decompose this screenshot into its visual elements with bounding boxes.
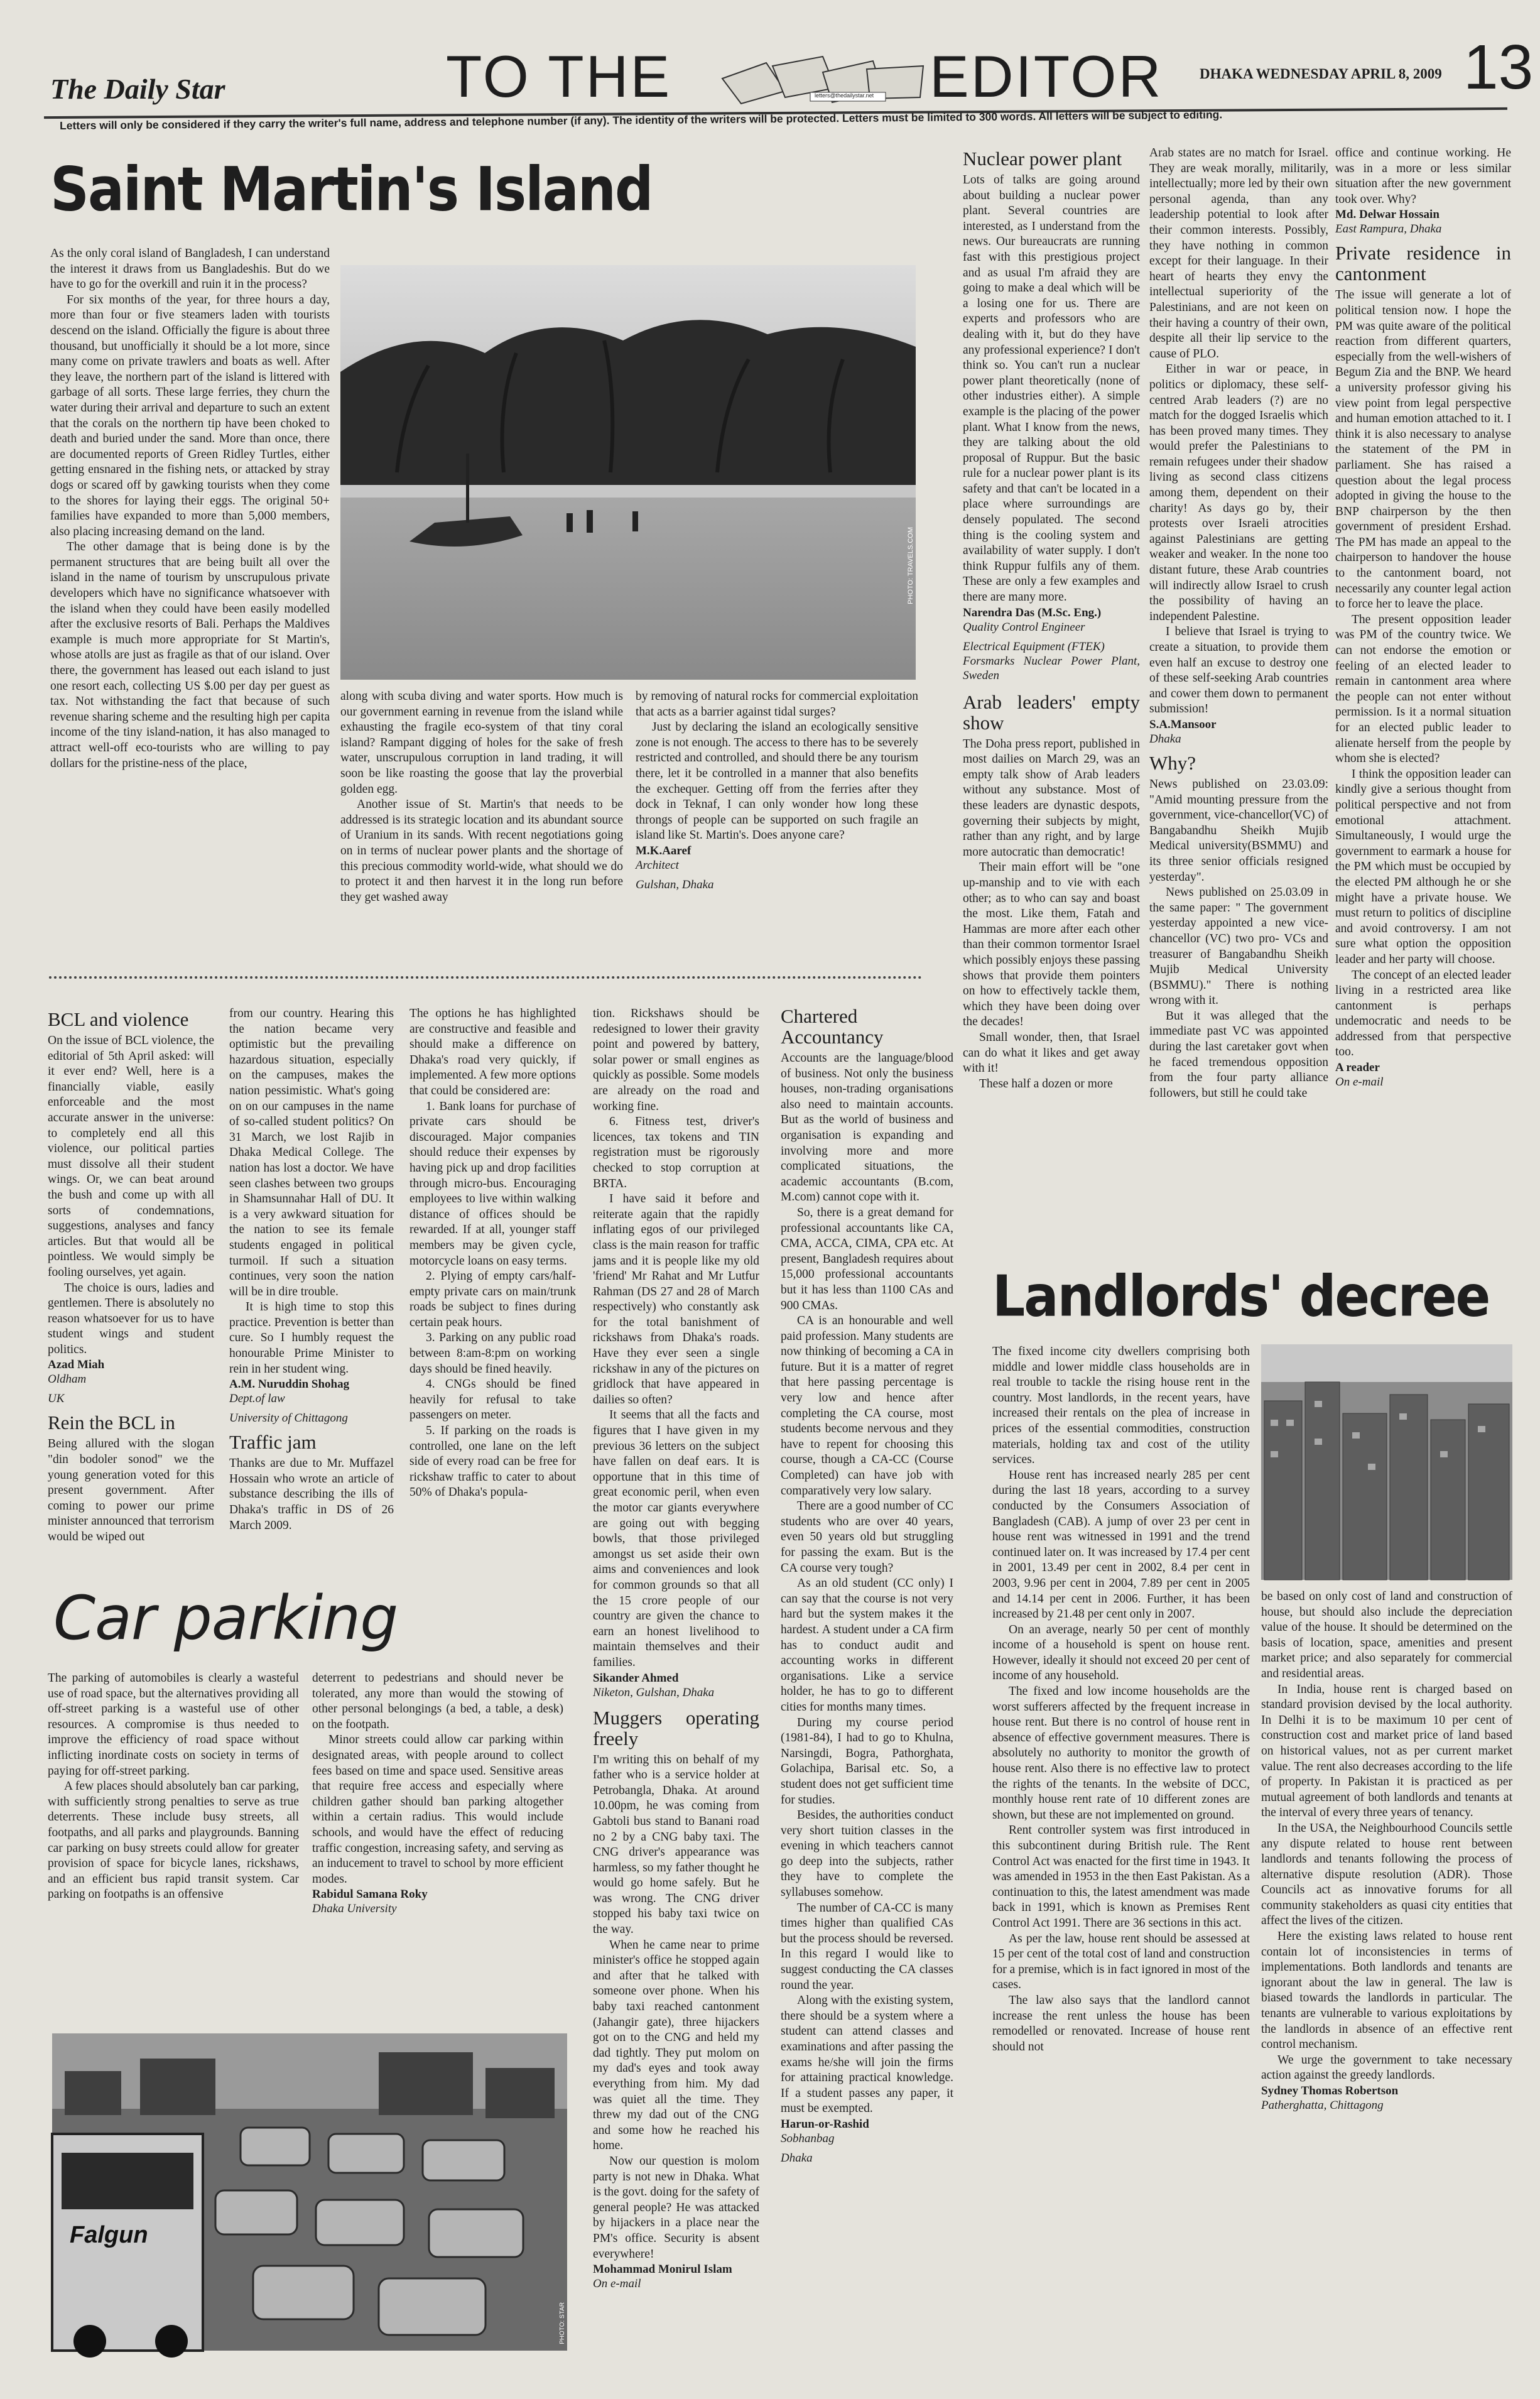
chartered-column: Chartered Accountancy Accounts are the language/blood of business. Not only the business houses, non-trading organisations also need to maintain accounts. But as the world of business and organisation is expanding and involving more and more complicated situations, the academic accountants (B.com, M.com) cannot cope with it. So, there is a great demand for professional accountants like CA, CMA, ACCA, CIMA, CPA etc. At present, Bangladesh requires about 15,000 professional accountants but it has less than 1100 CAs and 900 CMAs. CA is an honourable and well paid profession. Many students are now thinking of becoming a CA in future. But it is a matter of regret that here passing percentage is very low and hence after completing the CA course, most students become nervous and they have to repent for choosing this course, though a CA-CC (Course Completed) can have job with comparatively very low salary. There are a good number of CC students who are over 40 years, even 50 years old but struggling for passing the exam. But is the CA course very tough? As an old student (CC only) I can say that the course is not very hard but the system makes it the hardest. A student under a CA firm has to conduct audit and accounting works in different organisations. Like a service holder, he has to go to different cities for months many times. During my course period (1981-84), I had to go to Khulna, Narsingdi, Bogra, Pathorghata, Golachipa, Barisal etc. So, a student does not get sufficient time for studies. Besides, the authorities conduct very short tuition classes in the evening in which teachers cannot go deep into the subjects, rather they have to complete the syllabuses somehow. The number of CA-CC is many times higher than qualified CAs but the process should be reversed. In this regard I would like to suggest conducting the CA classes round the year. Along with the existing system, there should be a system where a student can attend classes and examinations and after passing the exams he/she will join the firms for attaining practical knowledge. If a student passes any paper, it must be exempted. Harun-or-Rashid Sobhanbag Dhaka xyxy=(781,1005,953,2165)
landlords-col2: be based on only cost of land and construction of house, but should also include the depreciation value of the house. It should be determined on the basis of location, space, amenities and present market price; and also separately for commercial and residential areas. In India, house rent is charged based on standard provision devised by the local authority. In Delhi it is to be maximum 10 per cent of construction cost and market price of land based on historical values, not as per current market value. The rent also decreases according to the life of property. In Pakistan it is practiced as per mutual agreement of both landlords and tenants at the interval of every three years of tenancy. In the USA, the Neighbourhood Councils settle any dispute related to house rent between landlords and tenants following the process of alternative dispute resolution (ADR). Those Councils act as innovative forums for all community stakeholders as quasi city entities that affect the lives of the citizen. Here the existing laws related to house rent contain lot of inconsistencies in terms of implementations. Both landlords and tenants are ignorant about the law in general. The law is biased towards the landlords in particular. The tenants are vulnerable to various exploitations by the landlords in absence of an effective rent control mechanism. We urge the government to take necessary action against the greedy landlords. Sydney Thomas Robertson Patherghatta, Chittagong xyxy=(1261,1590,1512,2112)
city-photo xyxy=(1261,1344,1512,1580)
car-parking-col1: The parking of automobiles is clearly a wasteful use of road space, but the alternatives providing all off-street parking is a wasteful use of other resources. A compromise is thus needed to improve the efficiency of road space without inflicting inordinate costs on society in terms of paying for off-street parking. A few places should absolutely ban car parking, with sufficiently strong penalties to serve as true deterrents. These include busy streets, all footpaths, and all parks and playgrounds. Banning car parking on busy streets could allow for greater provision of space for bicycle lanes, rickshaws, and an efficient bus rapid transit system. Car parking on footpaths is an offensive xyxy=(48,1672,299,1901)
dateline: DHAKA WEDNESDAY APRIL 8, 2009 xyxy=(1200,66,1442,82)
rein-traffic-column: from our country. Hearing this the nation became very optimistic but the prevailing hazardous situation, especially on the campuses, makes the nation pessimistic. What's going on on our campuses in the name of so-called student politics? On 31 March, we lost Rajib in Dhaka Medical College. The nation has lost a doctor. We have seen clashes between two groups in Shamsunnahar Hall of DU. It is a very awkward situation for the nation to see its female students engaged in political turmoil. If such a situation continues, very soon the nation will be in dire trouble. It is high time to stop this practice. Prevention is better than cure. So I humbly request the honourable Prime Minister to rein in her student wing. A.M. Nuruddin Shohag Dept.of law University of Chittagong Traffic jam Thanks are due to Mr. Muffazel Hossain who wrote an article of substance describing the ills of Dhaka's traffic in DS of 26 March 2009. xyxy=(229,1007,394,1532)
landlords-col1: The fixed income city dwellers comprising both middle and lower middle class households are in real trouble to tackle the rising house rent in the country. Most landlords, in the recent years, have increased their rentals on the plea of increase in prices of the essential commodities, construction materials, holding tax and cost of the utility services. House rent has increased nearly 285 per cent during the last 18 years, according to a survey conducted by the Consumers Association of Bangladesh (CAB). A jump of over 23 per cent in house rent was witnessed in 1991 and the trend continued later on. It was increased by 17.4 per cent in 2001, 13.49 per cent in 2002, 8.4 per cent in 2003, 9.96 per cent in 2004, 7.89 per cent in 2005 and 14.14 per cent in 2006. Further, it has been increased by 21.48 per cent only in 2007. On an average, nearly 50 per cent of monthly income of a household is spent on house rent. However, ideally it should not exceed 20 per cent of income of any household. The fixed and low income households are the worst sufferers affected by the frequent increase in house rent. But there is no control of house rent in absence of effective government measures. There is absolutely no authority to monitor the growth of house rent. Also there is no effective law to protect the rights of the tenants. In the website of DCC, monthly house rent rate of 10 different zones are shown, but these are not implemented on ground. Rent controller system was first introduced in this subcontinent during British rule. The Rent Control Act was enacted for the first time in 1943. It was amended in 1953 in the then East Pakistan. As a continuation to this, the latest amendment was made back in 1991, which is known as Premises Rent Control Act 1991. There are 36 sections in this act. As per the law, house rent should be assessed at 15 per cent of the total cost of land and construction for a premise, which is in fact ignored in most of the cases. The law also says that the landlord cannot increase the rent unless the house has been remodelled or renovated. Increase of house rent should not xyxy=(992,1345,1250,2054)
email-label[interactable]: letters@thedailystar.net xyxy=(815,92,874,99)
beach-photo xyxy=(340,265,916,680)
section-title-b: EDITOR xyxy=(930,43,1163,109)
traffic-options-column: The options he has highlighted are constructive and feasible and should make a difference on Dhaka's road very quickly, if implemented. A few more options that could be considered are: 1. Bank loans for purchase of private cars should be discouraged. Major companies should reduce their expenses by having pick up and drop facilities through micro-bus. Encouraging employees to live within walking distance of offices should be rewarded. If at all, younger staff members may be given cycle, motorcycle loans on easy terms. 2. Plying of empty cars/half-empty private cars on main/trunk roads be subject to fines during certain peak hours. 3. Parking on any public road between 8:am-8:pm on working days should be fined heavily. 4. CNGs should be fined heavily for refusal to take passengers on meter. 5. If parking on the roads is controlled, one lane on the left side of every road can be free for rickshaw traffic to cater to about 50% of Dhaka's popula- xyxy=(409,1007,576,1499)
private-residence-column: office and continue working. He was in a more or less similar situation after the new government took over. Why? Md. Delwar Hossain East Rampura, Dhaka Private residence in cantonment The issue will generate a lot of political tension now. I hope the PM was quite aware of the political reaction from different quarters, especially from the well-wishers of Begum Zia and the BNP. We heard a university professor giving his view point from legal perspective and human emotion attached to it. I think it is also necessary to analyse the statement of the PM in parliament. She has raised a question about the legal process adopted in giving the house to the BNP chairperson by the then government of president Ershad. The PM has made an appeal to the chairperson to handover the house to the cantonment board, not necessarily any counter legal action to force her to leave the place. The present opposition leader was PM of the country twice. We can not endorse the emotion or feeling of an elected leader to remain in cantonment area where the people can not enter without permission. Is it a normal situation for an elected public leader to alienate herself from the people by whom she is elected? I think the opposition leader can kindly give a serious thought from political perspective and not from emotional attachment. Simultaneously, I would urge the government to earmark a house for the PM which must be occupied by the elected PM although he or she might have a private house. We must return to politics of discipline and avoid controversy. I am not sure what option the opposition leader and her party will choose. The concept of an elected leader living in a restricted area like cantonment is perhaps undemocratic and needs to be addressed from that perspective too. A reader On e-mail xyxy=(1335,146,1511,1089)
car-parking-col2: deterrent to pedestrians and should never be tolerated, any more than would the stowing of other personal belongings (a bed, a table, a desk) on the footpath. Minor streets could allow car parking within designated areas, with people around to collect fees based on time and space used. Sensitive areas that require free access and especially where children gather should ban parking altogether within a certain radius. This would include schools, and would have the effect of reducing traffic congestion, increasing safety, and serving as an inducement to travel to school by more efficient modes. Rabidul Samana Roky Dhaka University xyxy=(312,1672,563,1916)
section-divider xyxy=(49,976,922,979)
bcl-column: BCL and violence On the issue of BCL violence, the editorial of 5th April asked: will it ever end? Well, here is a financially viable, easily enforceable and the most accurate answer in the universe: to completely end all this violence, our political parties must dissolve all their student wings. Or, we can beat around the bush and come up with all sorts of condemnations, suggestions, analyses and fancy articles. But that would all be pointless. We would simply be fooling ourselves, yet again. The choice is ours, ladies and gentlemen. There is absolutely no reason whatsoever for us to have student wings and student politics. Azad Miah Oldham UK Rein the BCL in Being allured with the slogan "din bodoler sonod" we the young generation voted for this present government. After coming to power our prime minister announced that terrorism would be wiped out xyxy=(48,1008,214,1544)
bus-label: Falgun xyxy=(70,2222,148,2248)
arab-why-column: Arab states are no match for Israel. They are weak morally, militarily, intellectually; more led by their own personal agenda, than any leadership potential to look after their common interests. Possibly, they have nothing in common except for their language. In their heart of hearts they envy the intellectual superiority of the Palestinians, and are not keen on their having a country of their own, despite all their lip service to the cause of PLO. Either in war or peace, in politics or diplomacy, these self-centred Arab leaders (?) are no match for the dogged Israelis which has been proved many times. They would prefer the Palestinians to remain refugees under their shadow living as second class citizens among them, dependent on their charity! As days go by, their protests over Israeli atrocities against Palestinians are getting weaker and weaker. In the none too distant future, these Arab countries will indirectly allow Israel to crush the possibility of having an independent Palestine. I believe that Israel is trying to create a situation, to provide them even half an excuse to destroy one of these self-seeking Arab countries and cower them down to permanent submission! S.A.Mansoor Dhaka Why? News published on 23.03.09: "Amid mounting pressure from the government, vice-chancellor(VC) of Bangabandhu Sheikh Mujib Medical university(BSMMU) and its three senior officials resigned yesterday". News published on 25.03.09 in the same paper: " The government yesterday appointed a new vice-chancellor (VC) two pro- VCs and treasurer of Bangabandhu Sheikh Mujib Medical University (BSMMU)." There is nothing wrong with it. But it was alleged that the immediate past VC was appointed during the last caretaker govt when he faced tremendous opposition from the four party alliance followers, but still he could take xyxy=(1149,146,1328,1100)
masthead xyxy=(38,19,1534,151)
logo: The Daily Star xyxy=(50,73,225,105)
saint-martin-col1: As the only coral island of Bangladesh, I can understand the interest it draws from us Bangladeshis. But do we have to go for the overkill and ruin it in the process? For six months of the year, for three hours a day, more than four or five steamers laden with tourists descend on the island. Officially the figure is about three thousand, but unofficially it should be a lot more, since many come on private trawlers and boats as well. After they leave, the northern part of the island is littered with garbage of all sorts. These large ferries, they churn the water during their arrival and departure to such an extent that the corals on the northern tip have been choked to death and buried under the sand. More than once, there are documented reports of Green Ridley Turtles, either getting ensnared in the fishing nets, or attacked by stray dogs or scared off by gawking tourists when they come to the shores for laying their eggs. The original 50+ families have expanded to more than 5,000 members, also placing increasing demand on the land. The other damage that is being done is by the permanent structures that are being built all over the island in the name of tourism by unscrupulous private developers which have no significance whatsoever with the island when they could have been easily modelled after the exclusive resorts of Bali. Perhaps the Maldives example is much more appropriate for St Martin's, whose atolls are just as fragile as that of our island. Over there, the government has leased out each island to just one resort each, collecting US $.00 per day per guest as tax. Not withstanding the fact that because of such revenue sharing scheme and the resulting high per capita income of the tiny island-nation, it has also managed to attract well-off eco-tourists who are willing to pay dollars for the pristine-ness of the place, xyxy=(50,247,330,770)
car-parking-headline: Car parking xyxy=(53,1583,398,1653)
saint-martin-col3: by removing of natural rocks for commercial exploitation that acts as a barrier against tidal surges? Just by declaring the island an ecologically sensitive zone is not enough. The access to there has to be severely restricted and controlled, and should there be any tourism there, let it be controlled in a manner that also benefits the exchequer. Getting off from the ferries after they dock in Teknaf, I can only wonder how long these throngs of people can be supported on such fragile an island like St. Martin's. Does anyone care? M.K.Aaref Architect Gulshan, Dhaka xyxy=(636,690,918,891)
landlords-headline: Landlords' decree xyxy=(992,1264,1490,1330)
photo-credit: PHOTO: TRAVELS.COM xyxy=(907,527,914,604)
saint-martin-headline: Saint Martin's Island xyxy=(50,155,653,225)
section-title-a: TO THE xyxy=(446,43,672,109)
nuclear-column: Nuclear power plant Lots of talks are going around about building a nuclear power plant. Several countries are interested, as I understand from the news. Our bureaucrats are running fast with this prestigious project and as usual I'm afraid they are going to make a deal which will be a losing one for us. There are experts and professors who are dealing with it, but do they have any professional experience? I don't think so. You can't run a nuclear power plant theoretically (none of other industries either). A simple example is the placing of the power plant. What I know from the news, they are talking about the old proposal of Ruppur. But the basic rule for a nuclear power plant is its safety and that can't be located in a place where surroundings are densely populated. The second thing is the cooling system and availability of water supply. I don't think Ruppur fulfils any of them. These are only a few examples and there are many more. Narendra Das (M.Sc. Eng.) Quality Control Engineer Electrical Equipment (FTEK) Forsmarks Nuclear Power Plant, Sweden Arab leaders' empty show The Doha press report, published in most dailies on March 29, was an empty talk show of Arab leaders without any substance. Most of these leaders are dynastic despots, governing their subjects by might, rather than any right, and by large more autocratic than democratic! Their main effort will be "one up-manship and to vie with each other; as to who can say and boast the most. Like them, Fatah and Hammas are more after each other than their common tormentor Israel which possibly enjoys these passing shows that provide them pointers on how to effectively tackle them, which they have been doing over the decades! Small wonder, then, that Israel can do what it likes and get away with it! These half a dozen or more xyxy=(963,148,1140,1091)
saint-martin-col2: along with scuba diving and water sports. How much is our government earning in revenue from the island while exhausting the fragile eco-system of that tiny coral island? Rampant digging of holes for the sake of fresh water, unscrupulous corruption in land trading, it will soon be like roasting the goose that lay the proverbial golden egg. Another issue of St. Martin's that needs to be addressed is its strategic location and its abundant source of Uranium in its sands. With recent negotiations going on in terms of nuclear power plants and the shortage of this precious commodity world-wide, what should we do to protect it and then harvest it in the long run before they get washed away xyxy=(340,690,623,904)
traffic-photo xyxy=(52,2033,567,2351)
submission-notice: Letters will only be considered if they carry the writer's full name, address and telephone number (if any). The identity of the writers will be protected. Letters must be limited to 300 words. All letters will be subject to editing. xyxy=(60,108,1223,132)
page-number: 13 xyxy=(1463,32,1534,102)
traffic-photo-credit: PHOTO: STAR xyxy=(559,2302,566,2344)
traffic-cont-column: tion. Rickshaws should be redesigned to lower their gravity point and powered by battery, solar power or small engines as quickly as possible. Some models are already on the road and working fine. 6. Fitness test, driver's licences, tax tokens and TIN registration must be rigorously checked to stop corruption at BRTA. I have said it before and reiterate again that the rapidly inflating egos of our privileged class is the main reason for traffic jams and it is people like my old 'friend' Mr Rahat and Mr Lutfur Rahman (DS 27 and 28 of March respectively) who constantly ask for the total banishment of rickshaws from Dhaka's roads. Have they ever seen a single rickshaw in any of the pictures on gridlock that have appeared in dailies so often? It seems that all the facts and figures that I have given in my previous 36 letters on the subject have fallen on deaf ears. It is opportune that in this time of great economic peril, when even the motor car giants everywhere are going out with begging bowls, that those privileged amongst us set aside their own aims and conveniences and look for common grounds so that all the 15 crore people of our country are given the chance to earn an honest livelihood to maintain themselves and their families. Sikander Ahmed Niketon, Gulshan, Dhaka Muggers operating freely I'm writing this on behalf of my father who is a service holder at Petrobangla, Dhaka. At around 10.00pm, he was coming from Gabtoli bus stand to Banani road no 2 by a CNG baby taxi. The CNG driver's appearance was harmless, so my father thought he would go home safely. But he was wrong. The CNG driver stopped his baby taxi twice on the way. When he came near to prime minister's office he stopped again and after that he talked with someone over phone. When his baby taxi reached cantonment (Jahangir gate), three hijackers got on to the CNG and held my dad tightly. They put molom on my dad's eyes and took away everything from him. My dad was quiet all the time. They threw my dad out of the CNG and some how he reached his home. Now our question is molom party is not new in Dhaka. What is the govt. doing for the safety of general people? He was attacked by hijackers in a place near the PM's office. Security is absent everywhere! Mohammad Monirul Islam On e-mail xyxy=(593,1007,759,2291)
envelope-icon xyxy=(716,53,930,110)
